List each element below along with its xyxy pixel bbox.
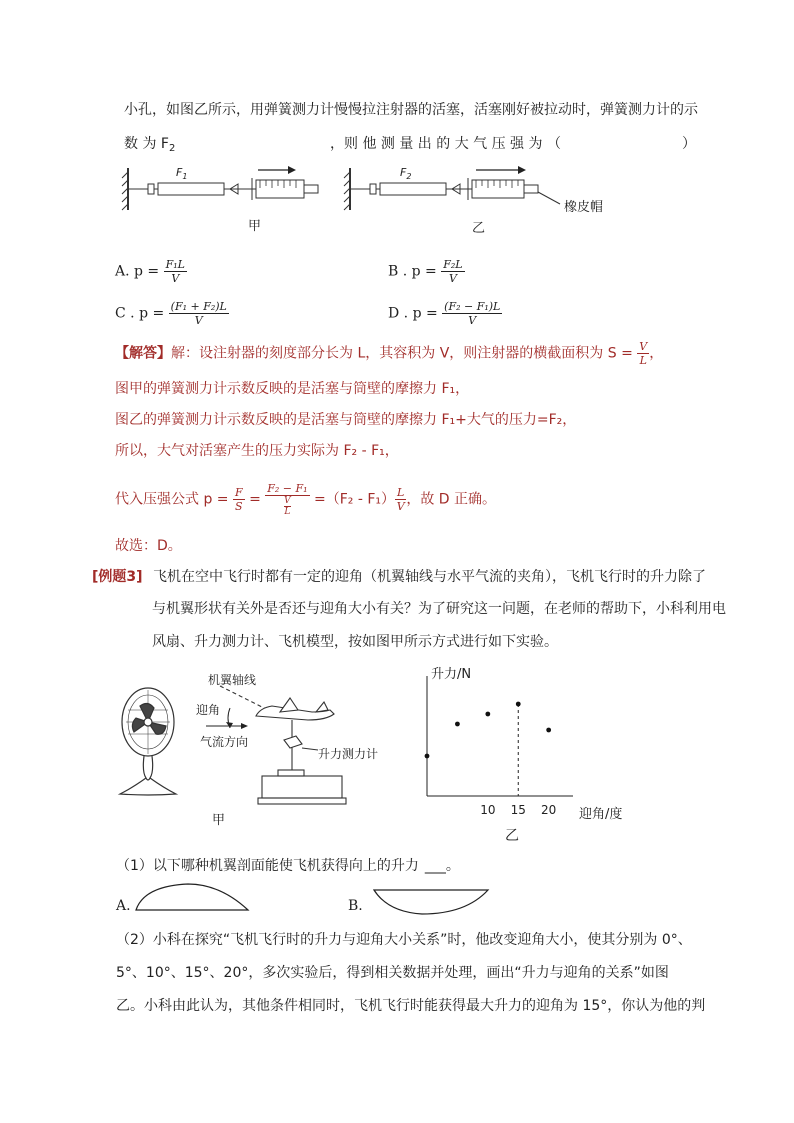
wing-profile-a[interactable] [132, 880, 252, 914]
solution-tag: 【解答】 [115, 345, 171, 362]
question-2-line-2: 5°、10°、15°、20°，多次实验后，得到相关数据并处理，画出“升力与迎角的关系”如图 [116, 965, 669, 981]
data-point-15 [516, 702, 521, 707]
option-d-fraction: $\frac{\text{(F₂ − F₁)L}}{V}$ [444, 300, 501, 327]
answer-bracket-close: ） [682, 136, 696, 152]
figure-label-yi: 乙 [472, 221, 486, 236]
question-2-line-1: （2）小科在探究“飞机飞行时的升力与迎角大小关系”时，他改变迎角大小，使其分别为 0°、 [116, 932, 692, 948]
wing-profile-b[interactable] [370, 884, 492, 918]
x-tick-label-10: 10 [480, 803, 496, 817]
f-over-s-fraction: $\frac{F}{S}$ [234, 486, 243, 513]
option-b-fraction: $\frac{\text{F₂L}}{V}$ [443, 258, 463, 285]
l-over-v-fraction: $\frac{L}{V}$ [396, 486, 405, 513]
wing-axis-label: 机翼轴线 [208, 673, 257, 687]
example3-line-2: 与机翼形状有关外是否还与迎角大小有关？为了研究这一问题，在老师的帮助下，小科利用电 [152, 601, 726, 617]
spring-meter-yi [350, 183, 460, 195]
data-point-10 [485, 712, 490, 717]
option-d[interactable]: D . p = $\frac{\text{(F₂ − F₁)L}}{V}$ [388, 300, 501, 327]
lift-meter-label: 升力测力计 [318, 747, 379, 761]
y-axis-label: 升力/N [431, 667, 472, 682]
answer-blank[interactable]: ___。 [424, 858, 460, 874]
example3-line-3: 风扇、升力测力计、飞机模型，按如图甲所示方式进行如下实验。 [152, 634, 558, 650]
option-c-fraction: $\frac{\text{(F₁ + F₂)L}}{V}$ [170, 300, 227, 327]
wall-jia [122, 168, 128, 210]
solution-line-5: 代入压强公式 p = $\frac{F}{S}$ = $\frac{\text{F₂ − F₁}}{\frac{V}{L}}$ =（F₂ - F₁） $\frac{L}{V}$ ，故 D 正确。 [115, 482, 497, 517]
x-tick-label-20: 20 [541, 803, 557, 817]
question-line-1: 小孔，如图乙所示，用弹簧测力计慢慢拉注射器的活塞，活塞刚好被拉动时，弹簧测力计的示 [124, 102, 698, 118]
option-c[interactable]: C . p = $\frac{\text{(F₁ + F₂)L}}{V}$ [115, 300, 227, 327]
f2-subscript: 2 [168, 143, 176, 154]
syringe-figure [120, 158, 640, 236]
option-a[interactable]: A. p = $\frac{\text{F₁L}}{V}$ [115, 258, 185, 285]
wing-option-a-label[interactable]: A. [116, 898, 131, 914]
airflow-label: 气流方向 [200, 735, 249, 749]
solution-line-2: 图甲的弹簧测力计示数反映的是活塞与筒壁的摩擦力 F₁， [115, 381, 470, 397]
rubber-cap-label: 橡皮帽 [564, 200, 604, 215]
wind-tunnel-figure [112, 662, 412, 832]
example3-line-1: [例题3] 飞机在空中飞行时都有一定的迎角（机翼轴线与水平气流的夹角），飞机飞行时的升力除了 [92, 569, 706, 585]
spring-meter-jia [128, 183, 240, 195]
option-b[interactable]: B . p = $\frac{\text{F₂L}}{V}$ [388, 258, 463, 285]
s-formula-fraction: $\frac{V}{L}$ [639, 340, 648, 367]
solution-choice: 故选：D。 [115, 538, 182, 554]
x-axis-label: 迎角/度 [579, 807, 623, 822]
question-line-2 [124, 134, 175, 159]
wall-yi [344, 168, 350, 210]
figure-label-jia: 甲 [248, 219, 262, 234]
f2-label: $F_2$ [400, 166, 412, 181]
question-2-line-3: 乙。小科由此认为，其他条件相同时，飞机飞行时能获得最大升力的迎角为 15°，你认为他的判 [116, 998, 706, 1014]
data-point-5 [455, 722, 460, 727]
attack-angle-label: 迎角 [196, 703, 221, 717]
x-tick-label-15: 15 [510, 803, 526, 817]
wing-option-b-label[interactable]: B. [348, 898, 363, 914]
data-point-0 [425, 754, 430, 759]
figure-label-jia-2: 甲 [212, 813, 226, 828]
chart-caption: 乙 [505, 828, 519, 844]
data-point-20 [546, 728, 551, 733]
arrow-jia [258, 166, 296, 174]
option-a-fraction: $\frac{\text{F₁L}}{V}$ [165, 258, 185, 285]
compound-fraction: $\frac{\text{F₂ − F₁}}{\frac{V}{L}}$ [267, 482, 308, 517]
solution-line-1: 【解答】解：设注射器的刻度部分长为 L，其容积为 V，则注射器的横截面积为 S = $\frac{V}{L}$ ， [115, 340, 664, 367]
syringe-jia [240, 178, 318, 200]
question-1: （1）以下哪种机翼剖面能使飞机获得向上的升力 ___。 [116, 858, 460, 874]
arrow-yi [476, 166, 526, 174]
solution-line-3: 图乙的弹簧测力计示数反映的是活塞与筒壁的摩擦力 F₁+大气的压力=F₂， [115, 412, 577, 428]
question-line-2-b: ，则 他 测 量 出 的 大 气 压 强 为 （ [330, 136, 561, 152]
f1-label: $F_1$ [176, 166, 188, 181]
syringe-yi [460, 178, 560, 204]
example3-tag: [例题3] [92, 569, 143, 585]
question-line-2-a: 数 为 F [124, 136, 169, 152]
solution-line-4: 所以，大气对活塞产生的压力实际为 F₂ - F₁， [115, 443, 399, 459]
electric-fan [120, 688, 176, 795]
lift-angle-chart [395, 656, 645, 846]
